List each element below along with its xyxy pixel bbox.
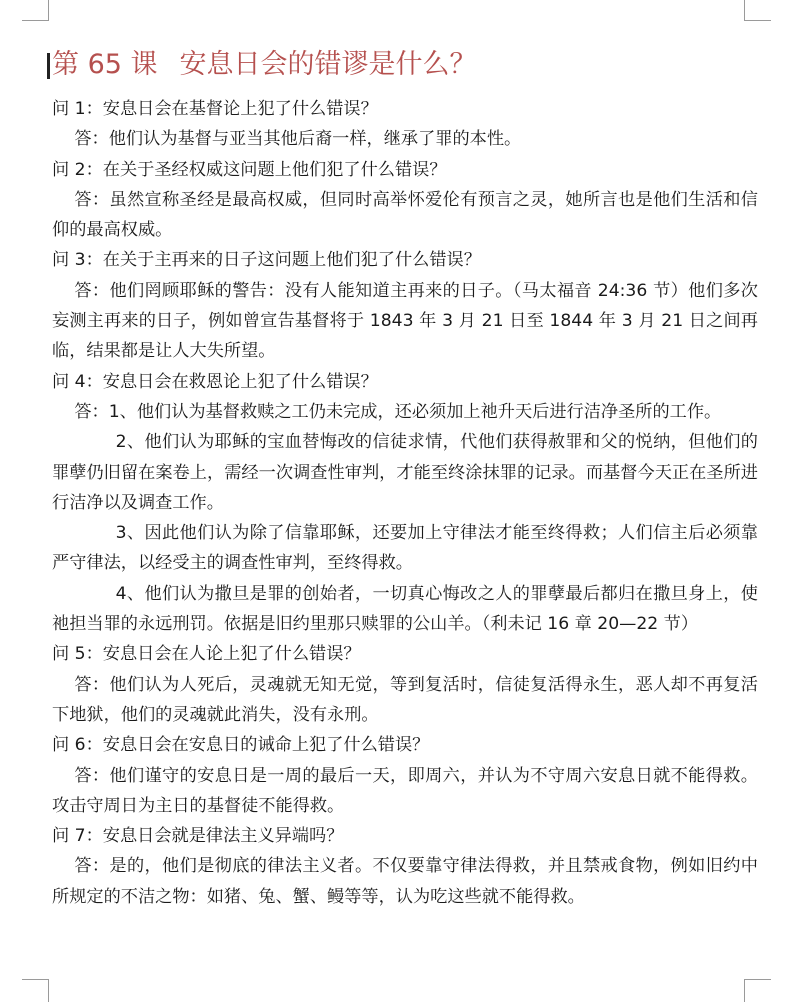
lesson-title <box>52 46 477 84</box>
crop-mark-bottom-left <box>22 979 49 1002</box>
lesson-number: 第 65 课 <box>52 49 158 80</box>
answer-4-point-3: 3、因此他们认为除了信靠耶稣，还要加上守律法才能至终得救；人们信主后必须靠严守律法，以经受主的调查性审判，至终得救。 <box>52 523 758 574</box>
question-4: 问 4：安息日会在救恩论上犯了什么错误？ <box>52 371 378 392</box>
answer-4-point-1: 答：1、他们认为基督救赎之工仍未完成，还必须加上祂升天后进行洁净圣所的工作。 <box>74 401 722 422</box>
question-5: 问 5：安息日会在人论上犯了什么错误？ <box>52 644 361 665</box>
answer-4-point-4: 4、他们认为撒旦是罪的创始者，一切真心悔改之人的罪孽最后都归在撒旦身上，使祂担当罪的永远刑罚。依据是旧约里那只赎罪的公山羊。（利未记 16 章 20—22 节） <box>52 583 758 635</box>
question-2: 问 2：在关于圣经权威这问题上他们犯了什么错误？ <box>52 159 447 180</box>
answer-4-point-2: 2、他们认为耶稣的宝血替悔改的信徒求情，代他们获得赦罪和父的悦纳，但他们的罪孽仍旧留在案卷上，需经一次调查性审判，才能至终涂抹罪的记录。而基督今天正在圣所进行洁净以及调查工作。 <box>52 432 758 513</box>
text-cursor <box>47 53 50 79</box>
crop-mark-top-right <box>744 0 771 21</box>
question-3: 问 3：在关于主再来的日子这问题上他们犯了什么错误？ <box>52 250 481 271</box>
question-6: 问 6：安息日会在安息日的诫命上犯了什么错误？ <box>52 735 430 756</box>
answer-5: 答：他们认为人死后，灵魂就无知无觉，等到复活时，信徒复活得永生，恶人却不再复活下地狱，他们的灵魂就此消失，没有永刑。 <box>52 674 758 725</box>
answer-7: 答：是的，他们是彻底的律法主义者。不仅要靠守律法得救，并且禁戒食物，例如旧约中所规定的不洁之物：如猪、兔、蟹、鳗等等，认为吃这些就不能得救。 <box>52 856 758 907</box>
question-7: 问 7：安息日会就是律法主义异端吗？ <box>52 826 344 847</box>
answer-3: 答：他们罔顾耶稣的警告：没有人能知道主再来的日子。（马太福音 24:36 节）他们多次妄测主再来的日子，例如曾宣告基督将于 1843 年 3 月 21 日至 1844 年 3 月 21 日之间再临，结果都是让人大失所望。 <box>52 280 758 362</box>
crop-mark-bottom-right <box>744 979 771 1002</box>
question-1: 问 1：安息日会在基督论上犯了什么错误？ <box>52 99 378 119</box>
document-body <box>52 94 758 912</box>
answer-6: 答：他们谨守的安息日是一周的最后一天，即周六，并认为不守周六安息日就不能得救。攻击守周日为主日的基督徒不能得救。 <box>52 765 758 816</box>
lesson-title-text: 安息日会的错谬是什么？ <box>179 49 477 80</box>
answer-2: 答：虽然宣称圣经是最高权威，但同时高举怀爱伦有预言之灵，她所言也是他们生活和信仰的最高权威。 <box>52 189 758 241</box>
crop-mark-top-left <box>22 0 49 21</box>
answer-1: 答：他们认为基督与亚当其他后裔一样，继承了罪的本性。 <box>74 129 522 150</box>
